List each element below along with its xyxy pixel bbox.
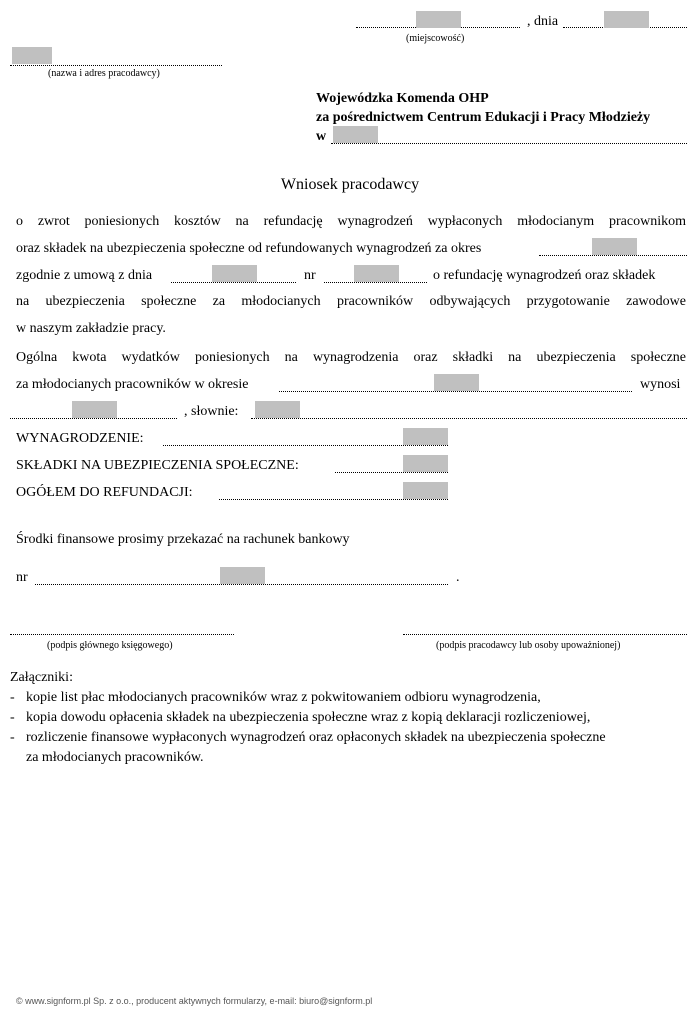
contract-date-field[interactable] <box>212 265 257 282</box>
accountant-signature-caption: (podpis głównego księgowego) <box>47 640 173 651</box>
wages-label: WYNAGRODZENIE: <box>16 431 144 446</box>
contrib-label: SKŁADKI NA UBEZPIECZENIA SPOŁECZNE: <box>16 458 299 473</box>
amount-line <box>10 418 177 419</box>
accountant-signature-line <box>10 634 234 635</box>
attachment-item-continuation: za młodocianych pracowników. <box>26 750 204 765</box>
bank-nr-label: nr <box>16 570 28 585</box>
contrib-field[interactable] <box>403 455 448 472</box>
addressee-city-field[interactable] <box>333 126 378 143</box>
amount-words-field[interactable] <box>255 401 300 418</box>
place-caption: (miejscowość) <box>406 33 465 44</box>
date-prefix: , dnia <box>527 14 559 29</box>
p1-line2: oraz składek na ubezpieczenia społeczne od refundowanych wynagrodzeń za okres <box>16 241 482 256</box>
contract-date-line <box>171 282 296 283</box>
p2-line2-a: za młodocianych pracowników w okresie <box>16 377 249 392</box>
bank-text: Środki finansowe prosimy przekazać na rachunek bankowy <box>16 532 350 547</box>
p1-line3-b: nr <box>304 268 316 283</box>
costs-period-line <box>279 391 632 392</box>
attachment-bullet: - <box>10 690 15 705</box>
addressee-line2: za pośrednictwem Centrum Edukacji i Pracy Młodzieży <box>316 110 651 125</box>
attachment-bullet: - <box>10 730 15 745</box>
date-field[interactable] <box>604 11 649 28</box>
contrib-line <box>335 472 448 473</box>
attachment-item: kopia dowodu opłacenia składek na ubezpieczenia społeczne wraz z kopią deklaracji rozliczeniowej, <box>26 710 591 725</box>
employer-caption: (nazwa i adres pracodawcy) <box>48 68 160 79</box>
addressee-w: w <box>316 129 327 144</box>
bank-end-dot: . <box>456 570 460 585</box>
p1-line3-a: zgodnie z umową z dnia <box>16 268 153 283</box>
employer-signature-line <box>403 634 687 635</box>
p2-line3: , słownie: <box>184 404 239 419</box>
p2-line1: Ogólna kwota wydatków poniesionych na wynagrodzenia oraz składki na ubezpieczenia społeczne <box>16 350 686 365</box>
bank-account-field[interactable] <box>220 567 265 584</box>
amount-field[interactable] <box>72 401 117 418</box>
employer-field[interactable] <box>12 47 52 64</box>
contract-nr-line <box>324 282 427 283</box>
total-label: OGÓŁEM DO REFUNDACJI: <box>16 485 193 500</box>
wages-field[interactable] <box>403 428 448 445</box>
place-field[interactable] <box>416 11 461 28</box>
attachment-item: rozliczenie finansowe wypłaconych wynagrodzeń oraz opłaconych składek na ubezpieczenia społeczne <box>26 730 606 745</box>
addressee-city-line <box>331 143 687 144</box>
p2-line2-b: wynosi <box>640 377 681 392</box>
addressee-line1: Wojewódzka Komenda OHP <box>316 91 489 106</box>
p1-line3-c: o refundację wynagrodzeń oraz składek <box>433 268 656 283</box>
period-line <box>539 255 687 256</box>
total-field[interactable] <box>403 482 448 499</box>
p1-line5: w naszym zakładzie pracy. <box>16 321 166 336</box>
amount-words-line <box>251 418 687 419</box>
page-title: Wniosek pracodawcy <box>280 176 420 193</box>
contract-nr-field[interactable] <box>354 265 399 282</box>
period-field[interactable] <box>592 238 637 255</box>
total-line <box>219 499 448 500</box>
attachment-item: kopie list płac młodocianych pracowników wraz z pokwitowaniem odbioru wynagrodzenia, <box>26 690 541 705</box>
wages-line <box>163 445 448 446</box>
attachments-heading: Załączniki: <box>10 670 73 685</box>
p1-line4: na ubezpieczenia społeczne za młodocianych pracowników odbywających przygotowanie zawodowe <box>16 294 686 309</box>
p1-line1: o zwrot poniesionych kosztów na refundację wynagrodzeń wypłaconych młodocianym pracownikom <box>16 214 686 229</box>
employer-signature-caption: (podpis pracodawcy lub osoby upoważnionej) <box>436 640 621 651</box>
attachment-bullet: - <box>10 710 15 725</box>
bank-account-line <box>35 584 448 585</box>
costs-period-field[interactable] <box>434 374 479 391</box>
employer-line <box>10 65 222 66</box>
footer-copyright: © www.signform.pl Sp. z o.o., producent aktywnych formularzy, e-mail: biuro@signform.pl <box>16 996 373 1006</box>
